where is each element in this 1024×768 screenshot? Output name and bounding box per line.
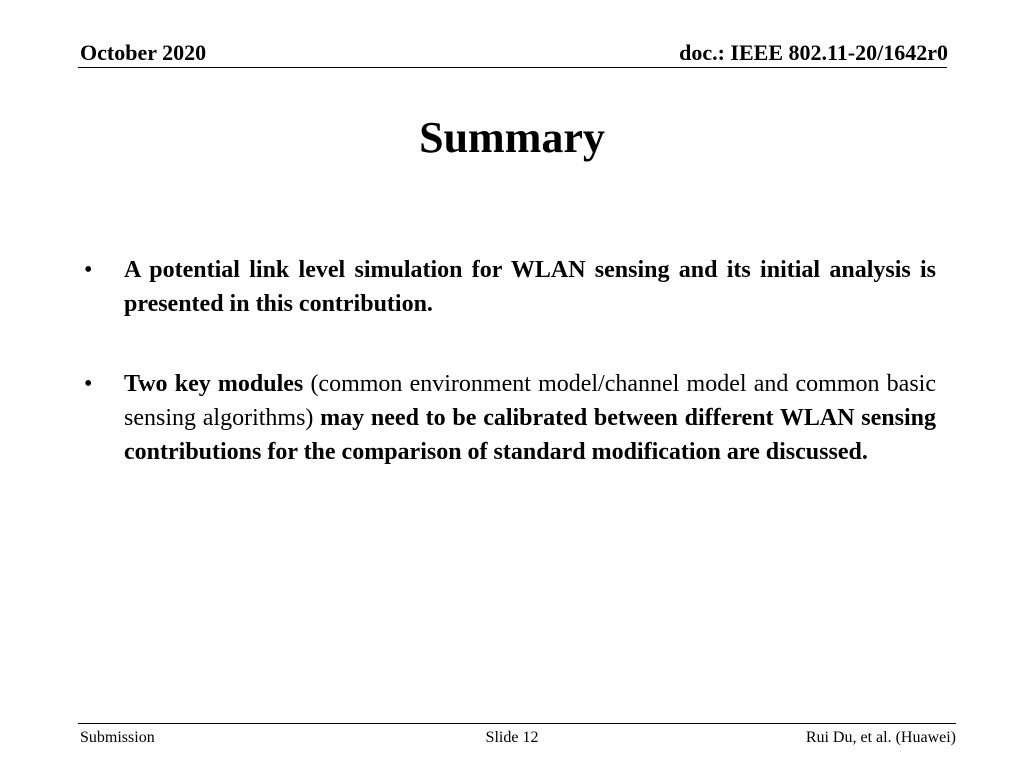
bullet-list	[84, 253, 936, 469]
header-doc-id: doc.: IEEE 802.11-20/1642r0	[679, 40, 948, 65]
bullet-2-text-bold-lead: Two key modules	[124, 371, 304, 397]
header-divider	[78, 67, 947, 68]
footer-author: Rui Du, et al. (Huawei)	[805, 729, 956, 746]
footer-submission: Submission	[80, 729, 155, 746]
bullet-item-1	[84, 253, 936, 321]
bullet-1-text: A potential link level simulation for WLAN sensing and its initial analysis is presented in this contribution.	[124, 257, 936, 317]
footer-divider	[78, 723, 956, 724]
bullet-2-text-plain: (common environment model/channel model and common basic sensing algorithms)	[124, 371, 936, 431]
header-date: October 2020	[80, 40, 207, 65]
bullet-2-text-bold-tail: may need to be calibrated between different WLAN sensing contributions for the comparison of standard modification are discussed.	[124, 405, 936, 465]
bullet-marker: •	[84, 371, 93, 397]
bullet-item-2	[84, 367, 936, 469]
footer-slide-number: Slide 12	[485, 729, 539, 746]
bullet-marker: •	[84, 257, 93, 283]
slide-title: Summary	[419, 113, 605, 162]
